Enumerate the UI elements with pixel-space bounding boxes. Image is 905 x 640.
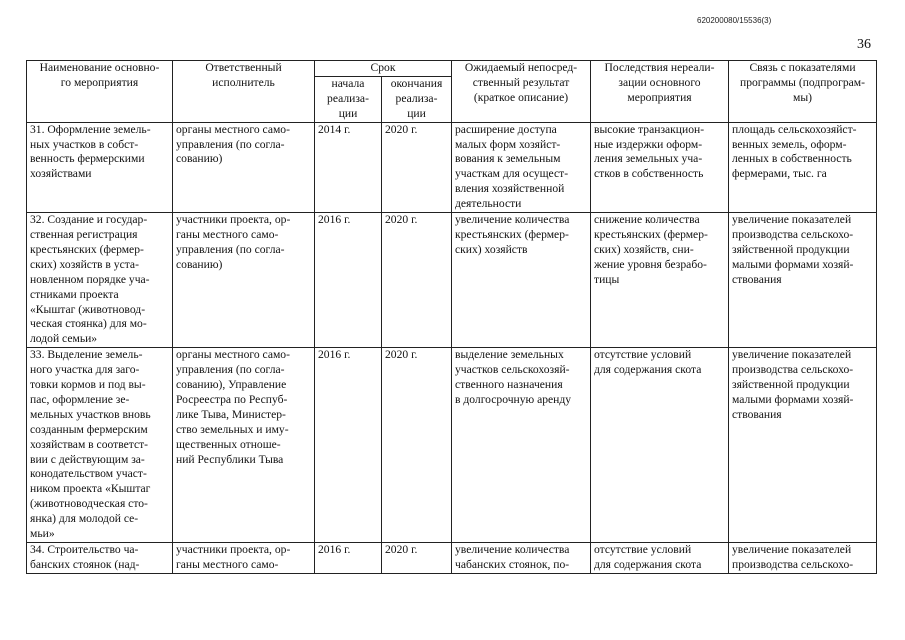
col-header-term: Срок [315, 61, 452, 77]
cell-result: выделение земельных участков сельскохозяй- ственного назначения в долгосрочную аренду [452, 348, 591, 543]
cell-name: 31. Оформление земель- ных участков в собст- венность фермерскими хозяйствами [27, 122, 173, 212]
cell-name: 33. Выделение земель- ного участка для заго- товки кормов и под вы- пас, оформление зе- мельных участков вновь созданным фермерским хозяйствам в соответст- вии с действующим за- конодательством участ- ником проекта «Кыштаг (животноводческая сто- янка) для молодой се- мьи» [27, 348, 173, 543]
cell-start: 2014 г. [315, 122, 382, 212]
cell-link: увеличение показателей производства сельскохо- [729, 543, 877, 574]
table-row [27, 543, 877, 574]
cell-name: 34. Строительство ча- банских стоянок (над- [27, 543, 173, 574]
cell-end: 2020 г. [382, 122, 452, 212]
table-row [27, 348, 877, 543]
cell-consequences: отсутствие условий для содержания скота [591, 348, 729, 543]
cell-name: 32. Создание и государ- ственная регистрация крестьянских (фермер- ских) хозяйств в уста- новленном порядке уча- стниками проекта «Кыштаг (животновод- ческая стоянка) для мо- лодой семьи» [27, 213, 173, 348]
cell-link: увеличение показателей производства сельскохо- зяйственной продукции малыми формами хозяй- ствования [729, 348, 877, 543]
cell-end: 2020 г. [382, 543, 452, 574]
cell-link: площадь сельскохозяйст- венных земель, оформ- ленных в собственность фермерами, тыс. га [729, 122, 877, 212]
cell-end: 2020 г. [382, 348, 452, 543]
document-id: 620200080/15536(3) [697, 16, 772, 25]
cell-consequences: высокие транзакцион- ные издержки оформ- ления земельных уча- стков в собственность [591, 122, 729, 212]
cell-consequences: снижение количества крестьянских (фермер- ских) хозяйств, сни- жение уровня безрабо- тицы [591, 213, 729, 348]
cell-link: увеличение показателей производства сельскохо- зяйственной продукции малыми формами хозяй- ствования [729, 213, 877, 348]
col-header-end: окончания реализа- ции [382, 76, 452, 122]
col-header-consequences: Последствия нереали- зации основного мероприятия [591, 61, 729, 123]
header-row [27, 61, 877, 77]
table-row [27, 122, 877, 212]
col-header-link: Связь с показателями программы (подпрограм- мы) [729, 61, 877, 123]
cell-result: увеличение количества чабанских стоянок, по- [452, 543, 591, 574]
page-number: 36 [857, 37, 871, 52]
cell-result: увеличение количества крестьянских (фермер- ских) хозяйств [452, 213, 591, 348]
col-header-name: Наименование основно- го мероприятия [27, 61, 173, 123]
cell-executor: участники проекта, ор- ганы местного само- управления (по согла- сованию) [173, 213, 315, 348]
col-header-executor: Ответственный исполнитель [173, 61, 315, 123]
cell-executor: органы местного само- управления (по согла- сованию), Управление Росреестра по Респуб- лике Тыва, Министер- ство земельных и иму- щественных отноше- ний Республики Тыва [173, 348, 315, 543]
cell-executor: участники проекта, ор- ганы местного само- [173, 543, 315, 574]
cell-start: 2016 г. [315, 213, 382, 348]
table-row [27, 213, 877, 348]
cell-result: расширение доступа малых форм хозяйст- вования к земельным участкам для осущест- вления хозяйственной деятельности [452, 122, 591, 212]
cell-start: 2016 г. [315, 543, 382, 574]
program-measures-table [26, 60, 877, 574]
col-header-result: Ожидаемый непосред- ственный результат (краткое описание) [452, 61, 591, 123]
cell-consequences: отсутствие условий для содержания скота [591, 543, 729, 574]
cell-end: 2020 г. [382, 213, 452, 348]
cell-start: 2016 г. [315, 348, 382, 543]
col-header-start: начала реализа- ции [315, 76, 382, 122]
cell-executor: органы местного само- управления (по согла- сованию) [173, 122, 315, 212]
